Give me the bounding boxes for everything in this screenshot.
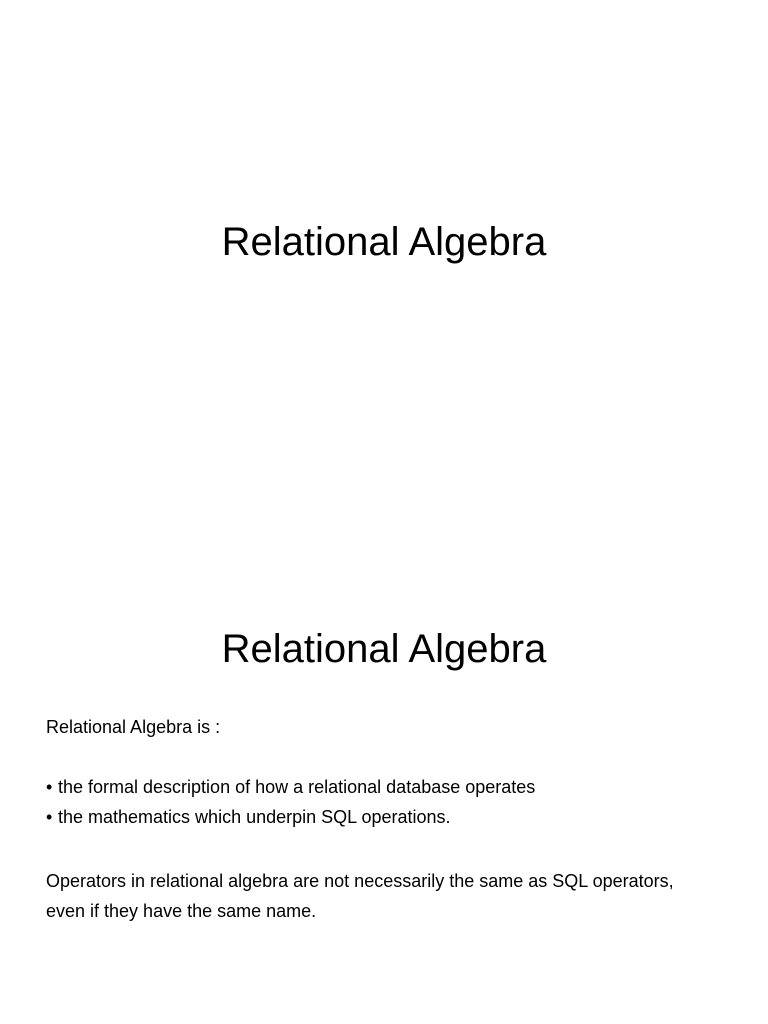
bullet-text: the mathematics which underpin SQL operations. xyxy=(58,807,451,827)
bullet-text: the formal description of how a relational database operates xyxy=(58,777,536,797)
note-paragraph xyxy=(46,866,736,926)
bullet-item xyxy=(46,806,736,828)
bullet-icon: • xyxy=(46,807,53,827)
note-line: Operators in relational algebra are not necessarily the same as SQL operators, xyxy=(46,871,674,891)
intro-text: Relational Algebra is : xyxy=(46,717,221,737)
bullet-item xyxy=(46,776,736,798)
slide-title: Relational Algebra xyxy=(221,627,547,671)
slide-body xyxy=(46,716,736,926)
slide-title: Relational Algebra xyxy=(221,220,547,264)
note-line: even if they have the same name. xyxy=(46,901,317,921)
bullet-icon: • xyxy=(46,777,53,797)
bullet-list xyxy=(46,776,736,828)
slide-content-page xyxy=(0,512,768,1024)
